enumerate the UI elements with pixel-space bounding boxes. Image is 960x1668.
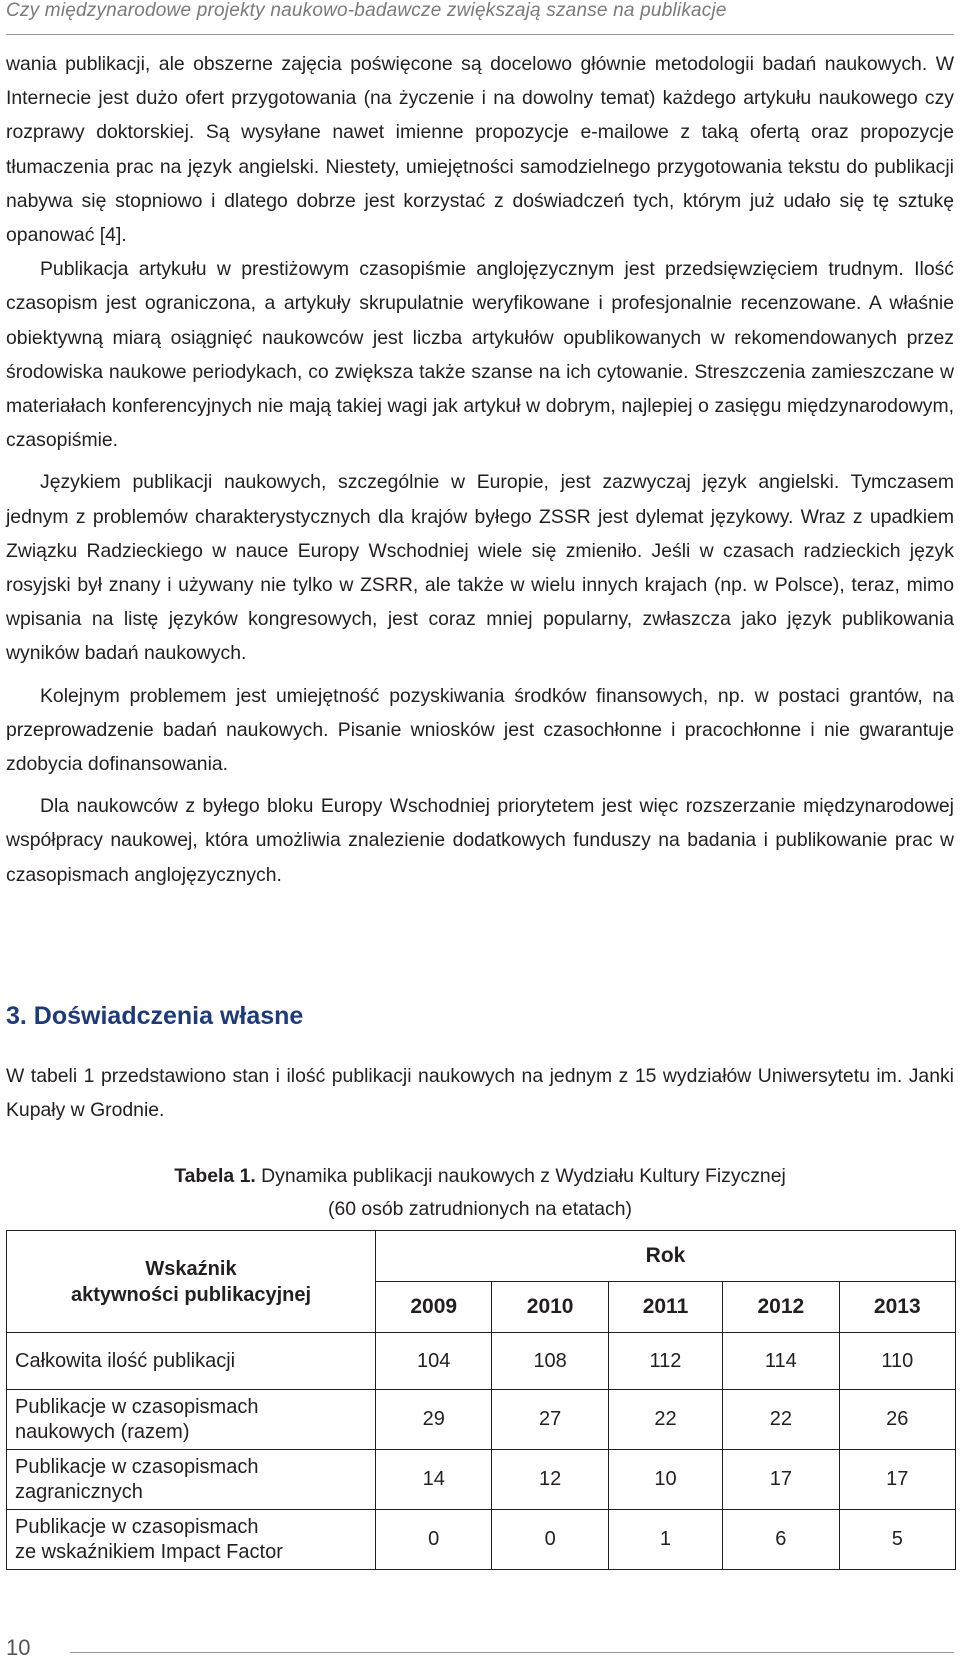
cell-value: 17 [839, 1450, 955, 1510]
header-year: 2009 [376, 1282, 492, 1333]
cell-value: 22 [608, 1390, 722, 1450]
table-caption-subtitle: (60 osób zatrudnionych na etatach) [328, 1198, 632, 1220]
header-indicator [7, 1231, 376, 1333]
running-head: Czy międzynarodowe projekty naukowo-badawcze zwiększają szanse na publikacje [6, 0, 727, 21]
row-label-line2: zagranicznych [15, 1480, 143, 1503]
cell-value: 0 [376, 1510, 492, 1570]
header-year: 2010 [492, 1282, 608, 1333]
section-heading: 3. Doświadczenia własne [6, 1002, 304, 1030]
cell-value: 5 [839, 1510, 955, 1570]
cell-value: 110 [839, 1333, 955, 1390]
cell-value: 112 [608, 1333, 722, 1390]
cell-value: 104 [376, 1333, 492, 1390]
table-row [7, 1510, 956, 1570]
cell-value: 1 [608, 1510, 722, 1570]
paragraph-1: wania publikacji, ale obszerne zajęcia poświęcone są docelowo głównie metodologii badań naukowych. W Internecie jest dużo ofert przygotowania (na życzenie i na dowolny temat) każdego artykułu naukowego czy rozprawy doktorskiej. Są wysyłane nawet imienne propozycje e-mailowe z taką ofertą oraz propozycje tłumaczenia prac na język angielski. Niestety, umiejętności samodzielnego przygotowania tekstu do publikacji nabywa się stopniowo i dlatego dobrze jest korzystać z doświadczeń tych, którym już udało się tę sztukę opanować [4]. [6, 53, 954, 247]
cell-value: 29 [376, 1390, 492, 1450]
cell-value: 27 [492, 1390, 608, 1450]
section-intro: W tabeli 1 przedstawiono stan i ilość publikacji naukowych na jednym z 15 wydziałów Uniwersytetu im. Janki Kupały w Grodnie. [6, 1065, 954, 1122]
row-label [7, 1510, 376, 1570]
footer-rule [70, 1652, 954, 1653]
table-row [7, 1450, 956, 1510]
row-label-line1: Publikacje w czasopismach [15, 1455, 259, 1478]
table-caption-label: Tabela 1. [174, 1165, 256, 1187]
table-caption-title: Dynamika publikacji naukowych z Wydziału Kultury Fizycznej [255, 1165, 786, 1187]
header-indicator-line1: Wskaźnik [145, 1257, 237, 1280]
row-label-line2: ze wskaźnikiem Impact Factor [15, 1540, 283, 1563]
paragraph-2: Publikacja artykułu w prestiżowym czasopiśmie anglojęzycznym jest przedsięwzięciem trudnym. Ilość czasopism jest ograniczona, a artykuły skrupulatnie weryfikowane i profesjonalnie recenzowane. A właśnie obiektywną miarą osiągnięć naukowców jest liczba artykułów opublikowanych w rekomendowanych przez środowiska naukowe periodykach, co zwiększa także szanse na ich cytowanie. Streszczenia zamieszczane w materiałach konferencyjnych nie mają takiej wagi jak artykuł w dobrym, najlepiej o zasięgu międzynarodowym, czasopiśmie. [6, 258, 954, 452]
header-year: 2011 [608, 1282, 722, 1333]
row-label-line1: Publikacje w czasopismach [15, 1395, 259, 1418]
cell-value: 108 [492, 1333, 608, 1390]
cell-value: 10 [608, 1450, 722, 1510]
cell-value: 22 [723, 1390, 839, 1450]
row-label-line2: naukowych (razem) [15, 1420, 190, 1443]
row-label [7, 1390, 376, 1450]
table-caption [0, 1160, 960, 1226]
body-text [6, 47, 954, 892]
cell-value: 0 [492, 1510, 608, 1570]
row-label [7, 1450, 376, 1510]
header-year-group: Rok [376, 1231, 956, 1282]
header-year: 2013 [839, 1282, 955, 1333]
cell-value: 14 [376, 1450, 492, 1510]
cell-value: 17 [723, 1450, 839, 1510]
header-indicator-line2: aktywności publikacyjnej [70, 1283, 312, 1306]
cell-value: 26 [839, 1390, 955, 1450]
publications-table [6, 1230, 956, 1570]
header-rule [6, 34, 954, 35]
table-row [7, 1333, 956, 1390]
row-label-line1: Publikacje w czasopismach [15, 1515, 259, 1538]
cell-value: 114 [723, 1333, 839, 1390]
paragraph-5: Dla naukowców z byłego bloku Europy Wschodniej priorytetem jest więc rozszerzanie międzynarodowej współpracy naukowej, która umożliwia znalezienie dodatkowych funduszy na badania i publikowanie prac w czasopismach anglojęzycznych. [6, 795, 954, 886]
row-label [7, 1333, 376, 1390]
table-header-row [7, 1231, 956, 1282]
cell-value: 12 [492, 1450, 608, 1510]
paragraph-4: Kolejnym problemem jest umiejętność pozyskiwania środków finansowych, np. w postaci grantów, na przeprowadzenie badań naukowych. Pisanie wniosków jest czasochłonne i pracochłonne i nie gwarantuje zdobycia dofinansowania. [6, 684, 954, 776]
page-number: 10 [6, 1635, 31, 1660]
row-label-line1: Całkowita ilość publikacji [15, 1349, 236, 1372]
header-year: 2012 [723, 1282, 839, 1333]
table-row [7, 1390, 956, 1450]
cell-value: 6 [723, 1510, 839, 1570]
paragraph-3: Językiem publikacji naukowych, szczególnie w Europie, jest zazwyczaj język angielski. Tymczasem jednym z problemów charakterystycznych dla krajów byłego ZSSR jest dylemat językowy. Wraz z upadkiem Związku Radzieckiego w nauce Europy Wschodniej wiele się zmieniło. Jeśli w czasach radzieckich język rosyjski był znany i używany nie tylko w ZSRR, ale także w wielu innych krajach (np. w Polsce), teraz, mimo wpisania na listę języków kongresowych, jest coraz mniej popularny, zwłaszcza jako język publikowania wyników badań naukowych. [6, 471, 954, 665]
